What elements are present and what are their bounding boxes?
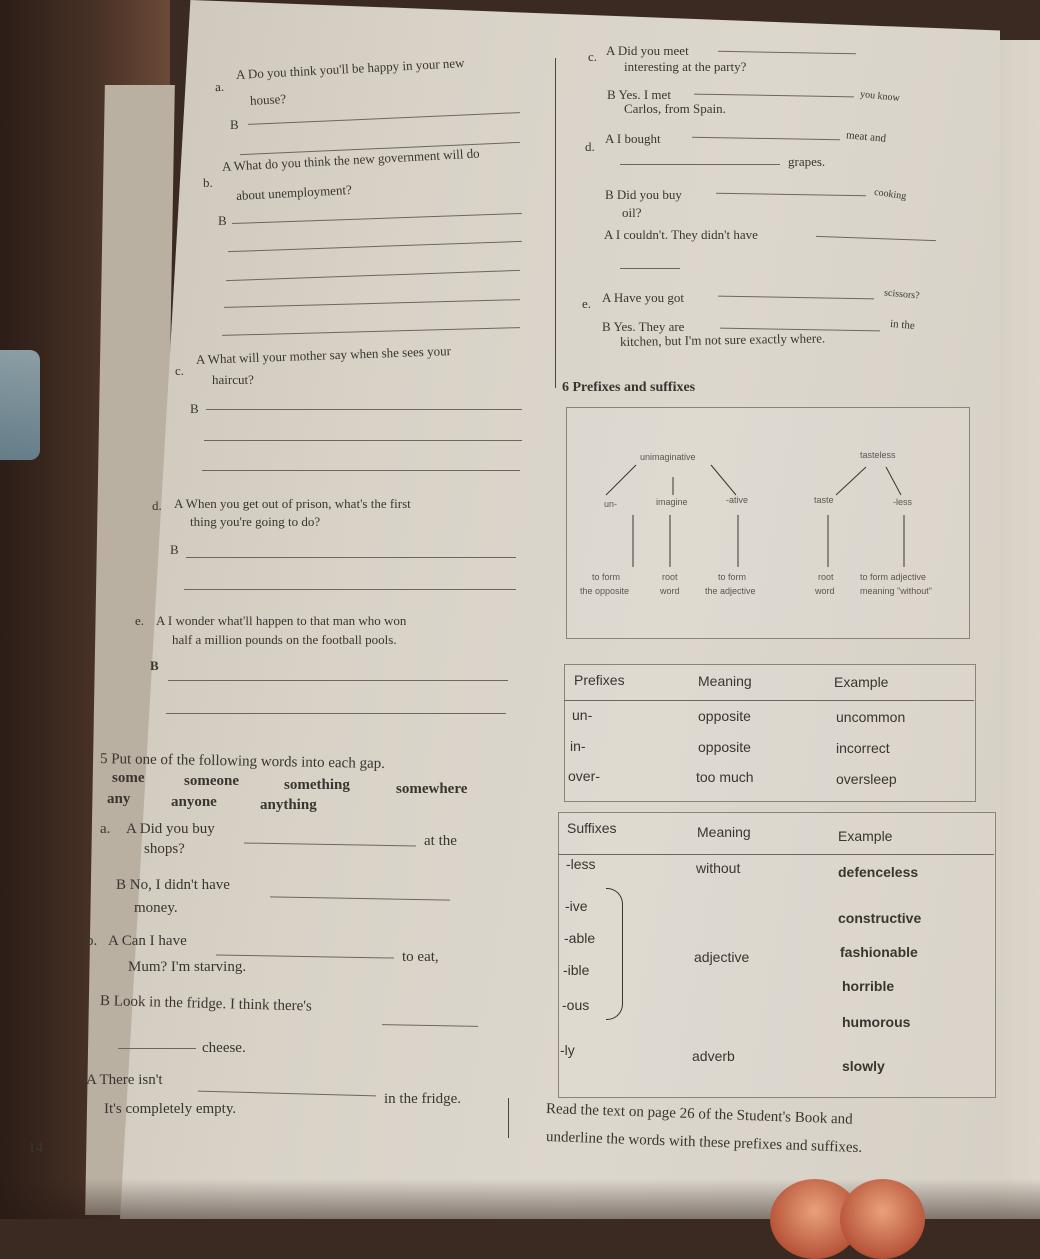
ex5-a-b1: B No, I didn't have: [116, 877, 230, 893]
gap-line[interactable]: [118, 1048, 196, 1049]
r-e-b2: in the: [889, 317, 916, 333]
diagram-label: the opposite: [580, 586, 630, 596]
prefix-cell: un-: [572, 707, 593, 723]
ex5-b-a1: A Can I have: [108, 933, 187, 949]
r-c-letter: c.: [588, 49, 598, 64]
ex5-b-a6: It's completely empty.: [104, 1101, 237, 1117]
q-c-cont: haircut?: [212, 372, 254, 387]
q-a-text: A Do you think you'll be happy in your new: [235, 55, 465, 82]
suffix-cell: -ous: [562, 997, 590, 1013]
ex5-a-b2: money.: [134, 900, 178, 916]
suffix-cell: adverb: [692, 1048, 735, 1064]
diagram-branch: [711, 465, 736, 495]
diagram-label: to form: [592, 572, 621, 582]
answer-line[interactable]: [168, 680, 508, 681]
word-anything: anything: [260, 797, 317, 813]
q-d-b: B: [170, 542, 179, 557]
q-b-letter: b.: [203, 175, 213, 190]
ex5-a-a2: at the: [424, 833, 457, 849]
ex5-title: 5 Put one of the following words into each gap.: [99, 751, 386, 772]
r-d-b3: oil?: [622, 205, 642, 220]
diagram-word-tasteless: tasteless: [860, 450, 896, 460]
gap-line[interactable]: [620, 268, 680, 269]
column-divider-bottom: [508, 1098, 509, 1138]
r-d-letter: d.: [585, 139, 595, 154]
q-c-b: B: [190, 401, 199, 416]
q-a-letter: a.: [214, 78, 225, 95]
diagram-suffix-less: -less: [893, 497, 913, 507]
gap-line[interactable]: [620, 164, 780, 165]
r-c-a2: interesting at the party?: [624, 59, 747, 74]
column-divider: [555, 58, 556, 388]
answer-line[interactable]: [206, 409, 522, 410]
diagram-label: meaning "without": [860, 586, 932, 596]
adjective-brace: [606, 888, 623, 1020]
q-b-b: B: [218, 213, 227, 228]
r-c-b2: you know: [859, 88, 901, 105]
word-someone: someone: [184, 773, 239, 789]
ex5-b-b2: cheese.: [202, 1040, 246, 1056]
diagram-root-taste: taste: [814, 495, 834, 505]
diagram-label: word: [660, 586, 680, 596]
r-c-a1: A Did you meet: [606, 43, 689, 58]
suffix-cell: -ly: [560, 1042, 575, 1058]
word-any: any: [107, 791, 131, 807]
prefix-table: [564, 664, 976, 802]
q-d-cont: thing you're going to do?: [190, 514, 321, 529]
suffix-header-example: Example: [838, 828, 893, 844]
r-d-a1: A I bought: [605, 131, 661, 146]
q-c-letter: c.: [175, 363, 185, 378]
word-somewhere: somewhere: [396, 781, 468, 797]
diagram-label: the adjective: [705, 586, 756, 596]
r-d-b2: cooking: [873, 186, 907, 203]
ex6-title: 6 Prefixes and suffixes: [562, 380, 696, 395]
r-d-a2: meat and: [845, 129, 887, 145]
diagram-suffix-ative: -ative: [726, 495, 749, 505]
prefix-cell: opposite: [698, 708, 751, 724]
ex5-a-a3: shops?: [144, 841, 185, 857]
table-header-rule: [564, 700, 974, 701]
suffix-cell: -able: [564, 930, 596, 946]
q-a-b: B: [230, 117, 239, 132]
prefix-cell: oversleep: [836, 771, 897, 787]
prefix-cell: in-: [570, 738, 586, 754]
r-d-b1: B Did you buy: [605, 187, 682, 202]
ex5-a-letter: a.: [100, 821, 111, 837]
r-d-a4: A I couldn't. They didn't have: [604, 227, 758, 242]
q-e-letter: e.: [135, 613, 145, 628]
r-c-b3: Carlos, from Spain.: [624, 101, 726, 116]
suffix-cell: -ible: [563, 962, 590, 978]
diagram-label: word: [815, 586, 835, 596]
prefix-cell: uncommon: [836, 709, 906, 725]
diagram-branch: [886, 467, 901, 495]
suffix-group-meaning: adjective: [694, 949, 750, 965]
thumb-right: [840, 1179, 925, 1259]
ex5-b-a4: A There isn't: [86, 1072, 163, 1088]
suffix-cell: -ive: [565, 898, 588, 914]
diagram-label: root: [662, 572, 678, 582]
prefix-cell: opposite: [698, 739, 751, 755]
suffix-cell: constructive: [838, 910, 922, 926]
q-e-b: B: [150, 658, 159, 673]
page-number: 14: [28, 1140, 43, 1156]
q-d-letter: d.: [152, 498, 162, 513]
ex5-b-b1: B Look in the fridge. I think there's: [99, 993, 312, 1015]
q-e-text: A I wonder what'll happen to that man who won: [156, 613, 407, 628]
q-c-text: A What will your mother say when she sees your: [195, 343, 452, 367]
diagram-root-imagine: imagine: [656, 497, 688, 507]
diagram-label: to form adjective: [860, 572, 927, 582]
q-e-cont: half a million pounds on the football pools.: [172, 632, 397, 647]
ex5-a-a1: A Did you buy: [126, 821, 215, 837]
r-d-a3: grapes.: [788, 154, 826, 169]
ex5-b-a5: in the fridge.: [384, 1091, 462, 1107]
prefix-header-example: Example: [834, 674, 889, 690]
ex5-b-letter: b.: [86, 933, 98, 949]
word-some: some: [112, 770, 145, 786]
suffix-header-suffixes: Suffixes: [567, 820, 617, 836]
r-e-a1: A Have you got: [602, 290, 684, 305]
diagram-label: root: [818, 572, 834, 582]
prefix-cell: too much: [696, 769, 754, 785]
instruction-line-1: Read the text on page 26 of the Student's Book and: [545, 1101, 853, 1128]
suffix-cell: humorous: [842, 1014, 911, 1030]
q-b-cont: about unemployment?: [235, 181, 353, 204]
answer-line[interactable]: [202, 470, 520, 471]
r-c-b1: B Yes. I met: [607, 87, 671, 102]
r-e-letter: e.: [582, 296, 592, 311]
diagram-label: to form: [718, 572, 747, 582]
suffix-cell: fashionable: [840, 944, 918, 960]
r-e-a2: scissors?: [883, 287, 921, 302]
diagram-lines: [566, 407, 968, 637]
suffix-cell: defenceless: [838, 864, 919, 880]
answer-line[interactable]: [166, 713, 506, 714]
blue-object: [0, 350, 40, 460]
q-b-text: A What do you think the new government will do: [221, 145, 480, 174]
diagram-branch: [836, 467, 866, 495]
suffix-cell: without: [696, 860, 741, 876]
q-d-text: A When you get out of prison, what's the first: [174, 496, 411, 511]
table-header-rule: [558, 854, 994, 855]
answer-line[interactable]: [186, 557, 516, 558]
word-anyone: anyone: [171, 794, 217, 810]
diagram-word-unimaginative: unimaginative: [640, 452, 696, 462]
diagram-prefix-un: un-: [604, 499, 618, 509]
prefix-header-meaning: Meaning: [698, 673, 752, 689]
suffix-cell: slowly: [842, 1058, 885, 1074]
r-e-b1: B Yes. They are: [602, 319, 685, 334]
prefix-header-prefixes: Prefixes: [574, 672, 625, 688]
instruction-line-2: underline the words with these prefixes and suffixes.: [545, 1129, 863, 1157]
answer-line[interactable]: [204, 440, 522, 441]
r-e-b3: kitchen, but I'm not sure exactly where.: [619, 330, 826, 349]
answer-line[interactable]: [184, 589, 516, 590]
suffix-header-meaning: Meaning: [697, 824, 751, 840]
ex5-b-a2: to eat,: [402, 949, 439, 965]
prefix-cell: incorrect: [836, 740, 890, 756]
suffix-cell: -less: [566, 856, 596, 872]
word-something: something: [284, 777, 350, 793]
suffix-cell: horrible: [842, 978, 895, 994]
diagram-branch: [606, 465, 636, 495]
ex5-b-a3: Mum? I'm starving.: [128, 959, 247, 975]
prefix-cell: over-: [568, 768, 600, 784]
q-a-cont: house?: [249, 91, 287, 108]
